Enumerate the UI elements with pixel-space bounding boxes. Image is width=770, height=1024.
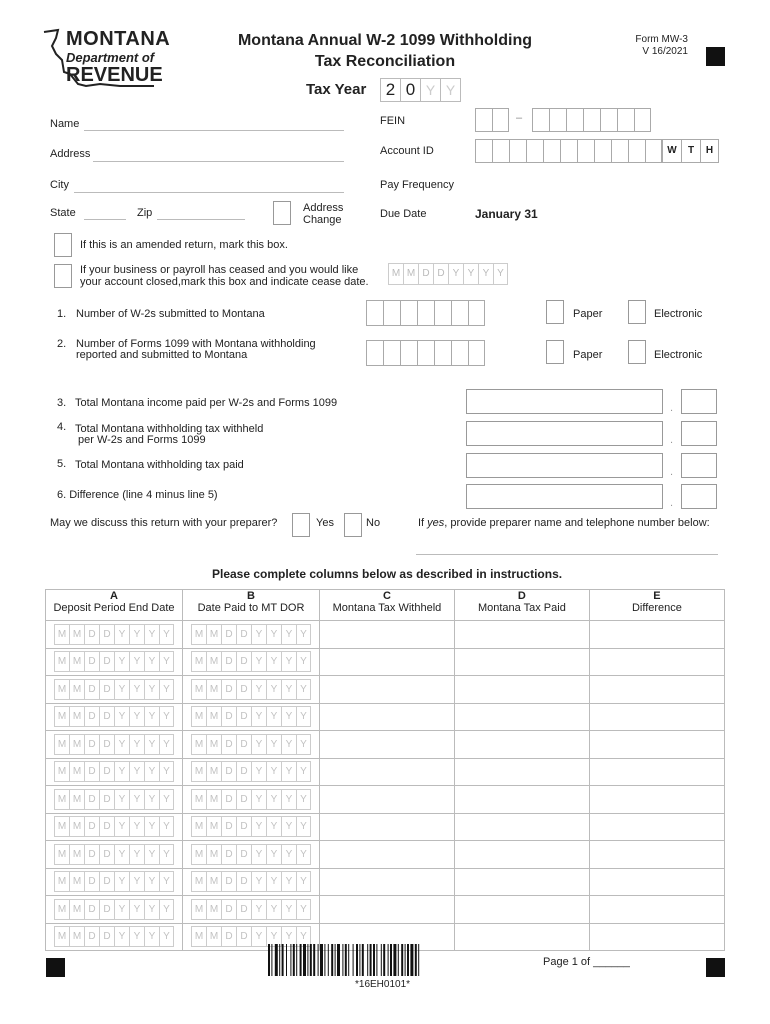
- deposit-period-end-date-input[interactable]: M M D D Y Y Y Y: [46, 648, 183, 676]
- barcode-text: *16EH0101*: [355, 979, 411, 990]
- difference-input[interactable]: [589, 868, 724, 896]
- deposit-period-end-date-input[interactable]: M M D D Y Y Y Y: [46, 841, 183, 869]
- barcode-bar: [324, 944, 325, 976]
- logo-revenue: REVENUE: [66, 64, 163, 86]
- tax-withheld-input[interactable]: [320, 813, 455, 841]
- line3-cents-input[interactable]: [681, 389, 717, 414]
- name-input[interactable]: [84, 130, 344, 131]
- table-row: [46, 868, 725, 896]
- name-label: Name: [50, 118, 80, 130]
- line3-dollars-input[interactable]: [466, 389, 663, 414]
- line5-cents-input[interactable]: [681, 453, 717, 478]
- deposit-period-end-date-input[interactable]: M M D D Y Y Y Y: [46, 758, 183, 786]
- line2-electronic-checkbox[interactable]: [628, 340, 646, 364]
- barcode-bar: [296, 944, 297, 976]
- zip-input[interactable]: [157, 219, 245, 220]
- barcode: [268, 944, 490, 976]
- barcode-bar: [367, 944, 368, 976]
- col-b-header: B Date Paid to MT DOR: [183, 590, 320, 621]
- barcode-bar: [320, 944, 323, 976]
- tax-paid-input[interactable]: [454, 868, 589, 896]
- corner-marker-bottom-right: [706, 958, 725, 977]
- amended-text: If this is an amended return, mark this box.: [80, 239, 288, 251]
- date-paid-input[interactable]: M M D D Y Y Y Y: [183, 758, 320, 786]
- barcode-bar: [279, 944, 280, 976]
- line3-decimal: .: [670, 402, 674, 414]
- tax-year-placeholder: Y: [420, 78, 440, 102]
- tax-paid-input[interactable]: [454, 703, 589, 731]
- barcode-bar: [313, 944, 315, 976]
- deposit-period-end-date-input[interactable]: M M D D Y Y Y Y: [46, 868, 183, 896]
- barcode-bar: [390, 944, 392, 976]
- barcode-bar: [398, 944, 399, 976]
- line5-text: Total Montana withholding tax paid: [75, 459, 244, 471]
- tax-withheld-input[interactable]: [320, 676, 455, 704]
- ceased-text-line1: If your business or payroll has ceased and you would like: [80, 264, 359, 276]
- difference-input[interactable]: [589, 731, 724, 759]
- date-paid-input[interactable]: M M D D Y Y Y Y: [183, 676, 320, 704]
- barcode-bar: [405, 944, 406, 976]
- tax-paid-input[interactable]: [454, 731, 589, 759]
- barcode-bar: [370, 944, 372, 976]
- table-header-row: [46, 590, 725, 621]
- line1-paper-checkbox[interactable]: [546, 300, 564, 324]
- barcode-bar: [393, 944, 396, 976]
- tax-withheld-input[interactable]: [320, 621, 455, 649]
- line4-cents-input[interactable]: [681, 421, 717, 446]
- table-row: [46, 786, 725, 814]
- line2-electronic-label: Electronic: [654, 349, 703, 361]
- line4-text-line2: per W-2s and Forms 1099: [78, 434, 206, 446]
- tax-withheld-input[interactable]: [320, 758, 455, 786]
- tax-withheld-input[interactable]: [320, 731, 455, 759]
- zip-label: Zip: [137, 207, 153, 219]
- state-input[interactable]: [84, 219, 126, 220]
- difference-input[interactable]: [589, 841, 724, 869]
- line6-text: 6. Difference (line 4 minus line 5): [57, 489, 218, 501]
- table-row: [46, 896, 725, 924]
- difference-input[interactable]: [589, 786, 724, 814]
- preparer-info-input[interactable]: [416, 554, 718, 555]
- barcode-bar: [353, 944, 354, 976]
- tax-withheld-input[interactable]: [320, 841, 455, 869]
- difference-input[interactable]: [589, 621, 724, 649]
- logo-department: Department of: [66, 50, 155, 65]
- address-change-checkbox[interactable]: [273, 201, 291, 225]
- difference-input[interactable]: [589, 923, 724, 951]
- line6-decimal: .: [670, 497, 674, 509]
- barcode-bar: [275, 944, 278, 976]
- deposit-period-end-date-input[interactable]: M M D D Y Y Y Y: [46, 731, 183, 759]
- date-paid-input[interactable]: M M D D Y Y Y Y: [183, 621, 320, 649]
- tax-paid-input[interactable]: [454, 621, 589, 649]
- col-e-header: E Difference: [589, 590, 724, 621]
- deposit-period-end-date-input[interactable]: M M D D Y Y Y Y: [46, 896, 183, 924]
- preparer-no-checkbox[interactable]: [344, 513, 362, 537]
- line1-paper-label: Paper: [573, 308, 603, 320]
- address-label: Address: [50, 148, 91, 160]
- table-instruction: Please complete columns below as described in instructions.: [212, 567, 563, 581]
- deposit-period-end-date-input[interactable]: M M D D Y Y Y Y: [46, 676, 183, 704]
- deposit-period-end-date-input[interactable]: M M D D Y Y Y Y: [46, 703, 183, 731]
- barcode-bar: [293, 944, 295, 976]
- barcode-bar: [290, 944, 291, 976]
- barcode-bar: [342, 944, 343, 976]
- line1-text: Number of W-2s submitted to Montana: [76, 308, 265, 320]
- ceased-text-line2: your account closed,mark this box and indicate cease date.: [80, 276, 369, 288]
- table-row: [46, 758, 725, 786]
- barcode-bar: [348, 944, 349, 976]
- amended-checkbox[interactable]: [54, 233, 72, 257]
- barcode-bar: [345, 944, 347, 976]
- date-paid-input[interactable]: M M D D Y Y Y Y: [183, 731, 320, 759]
- table-row: [46, 648, 725, 676]
- account-id-label: Account ID: [380, 145, 434, 157]
- logo-montana: MONTANA: [66, 28, 171, 50]
- line4-num: 4.: [57, 421, 67, 433]
- barcode-bar: [362, 944, 364, 976]
- form-title-line1: Montana Annual W-2 1099 Withholding: [237, 32, 533, 49]
- line1-num: 1.: [57, 308, 67, 320]
- page-number: Page 1 of ______: [543, 956, 630, 968]
- due-date-value: January 31: [475, 207, 538, 221]
- barcode-bar: [407, 944, 409, 976]
- tax-paid-input[interactable]: [454, 676, 589, 704]
- tax-paid-input[interactable]: [454, 648, 589, 676]
- form-title-line2: Tax Reconciliation: [314, 53, 456, 70]
- tax-year-label: Tax Year: [306, 81, 367, 98]
- line5-decimal: .: [670, 466, 674, 478]
- address-input[interactable]: [93, 161, 344, 162]
- tax-year-placeholder: Y: [440, 78, 461, 102]
- line4-dollars-input[interactable]: [466, 421, 663, 446]
- deposit-table: [45, 589, 725, 951]
- line5-num: 5.: [57, 458, 67, 470]
- line4-text-line1: Total Montana withholding tax withheld: [75, 423, 264, 435]
- barcode-bar: [356, 944, 358, 976]
- form-id: [618, 34, 688, 58]
- barcode-bar: [415, 944, 417, 976]
- date-paid-input[interactable]: M M D D Y Y Y Y: [183, 868, 320, 896]
- deposit-period-end-date-input[interactable]: M M D D Y Y Y Y: [46, 813, 183, 841]
- date-paid-input[interactable]: M M D D Y Y Y Y: [183, 813, 320, 841]
- account-id-input[interactable]: [475, 139, 662, 163]
- date-paid-input[interactable]: M M D D Y Y Y Y: [183, 786, 320, 814]
- account-suffix-char: T: [681, 139, 700, 163]
- tax-paid-input[interactable]: [454, 813, 589, 841]
- tax-paid-input[interactable]: [454, 841, 589, 869]
- col-c-header: C Montana Tax Withheld: [320, 590, 455, 621]
- line3-num: 3.: [57, 397, 67, 409]
- barcode-bar: [286, 944, 287, 976]
- barcode-bar: [268, 944, 270, 976]
- form-version-text: V 16/2021: [642, 46, 688, 57]
- date-paid-input[interactable]: M M D D Y Y Y Y: [183, 841, 320, 869]
- table-row: [46, 813, 725, 841]
- line3-text: Total Montana income paid per W-2s and Forms 1099: [75, 397, 338, 409]
- fein-dash: –: [516, 112, 523, 124]
- fein-input-suffix[interactable]: [532, 108, 651, 132]
- fein-input-prefix[interactable]: [475, 108, 509, 132]
- date-paid-input[interactable]: M M D D Y Y Y Y: [183, 703, 320, 731]
- barcode-bar: [383, 944, 385, 976]
- line6-dollars-input[interactable]: [466, 484, 663, 509]
- account-suffix-char: W: [662, 139, 681, 163]
- difference-input[interactable]: [589, 896, 724, 924]
- preparer-instruction: If yes, provide preparer name and telephone number below:: [418, 517, 710, 529]
- table-row: [46, 676, 725, 704]
- deposit-period-end-date-input[interactable]: M M D D Y Y Y Y: [46, 621, 183, 649]
- deposit-period-end-date-input[interactable]: M M D D Y Y Y Y: [46, 786, 183, 814]
- cease-date-input[interactable]: M M D D Y Y Y Y: [388, 263, 508, 285]
- date-paid-input[interactable]: M M D D Y Y Y Y: [183, 648, 320, 676]
- barcode-bar: [300, 944, 302, 976]
- barcode-bar: [303, 944, 306, 976]
- preparer-no-label: No: [366, 517, 381, 529]
- fein-label: FEIN: [380, 115, 406, 127]
- barcode-bar: [418, 944, 419, 976]
- barcode-bar: [310, 944, 312, 976]
- tax-withheld-input[interactable]: [320, 868, 455, 896]
- preparer-yes-checkbox[interactable]: [292, 513, 310, 537]
- ceased-checkbox[interactable]: [54, 264, 72, 288]
- account-suffix: [662, 139, 719, 163]
- difference-input[interactable]: [589, 758, 724, 786]
- pay-frequency-label: Pay Frequency: [380, 179, 454, 191]
- tax-paid-input[interactable]: [454, 786, 589, 814]
- line1-input[interactable]: [366, 300, 485, 326]
- table-row: [46, 703, 725, 731]
- tax-year-digit: 0: [400, 78, 420, 102]
- city-label: City: [50, 179, 69, 191]
- barcode-bar: [328, 944, 329, 976]
- deposit-period-end-date-input[interactable]: M M D D Y Y Y Y: [46, 923, 183, 951]
- line5-dollars-input[interactable]: [466, 453, 663, 478]
- barcode-bar: [401, 944, 403, 976]
- tax-paid-input[interactable]: [454, 758, 589, 786]
- line2-paper-label: Paper: [573, 349, 603, 361]
- barcode-bar: [388, 944, 389, 976]
- barcode-bar: [318, 944, 319, 976]
- tax-year-field[interactable]: [380, 78, 461, 102]
- table-row: [46, 621, 725, 649]
- line2-num: 2.: [57, 338, 67, 350]
- form-id-text: Form MW-3: [635, 34, 688, 45]
- due-date-label: Due Date: [380, 208, 427, 220]
- account-suffix-char: H: [700, 139, 719, 163]
- tax-withheld-input[interactable]: [320, 648, 455, 676]
- col-a-header: A Deposit Period End Date: [46, 590, 183, 621]
- state-label: State: [50, 207, 76, 219]
- tax-withheld-input[interactable]: [320, 896, 455, 924]
- table-row: [46, 731, 725, 759]
- barcode-bar: [331, 944, 333, 976]
- city-input[interactable]: [74, 192, 344, 193]
- mdor-logo: [40, 28, 171, 100]
- corner-marker-top-right: [706, 47, 725, 66]
- tax-paid-input[interactable]: [454, 896, 589, 924]
- line2-text-line2: reported and submitted to Montana: [76, 349, 248, 361]
- barcode-bar: [359, 944, 360, 976]
- barcode-bar: [337, 944, 340, 976]
- line2-paper-checkbox[interactable]: [546, 340, 564, 364]
- barcode-bar: [410, 944, 413, 976]
- date-paid-input[interactable]: M M D D Y Y Y Y: [183, 896, 320, 924]
- form-title: [200, 30, 570, 72]
- barcode-bar: [282, 944, 284, 976]
- barcode-bar: [307, 944, 308, 976]
- barcode-bar: [271, 944, 272, 976]
- preparer-yes-label: Yes: [316, 517, 334, 529]
- line2-input[interactable]: [366, 340, 485, 366]
- corner-marker-bottom-left: [46, 958, 65, 977]
- tax-withheld-input[interactable]: [320, 703, 455, 731]
- difference-input[interactable]: [589, 648, 724, 676]
- tax-withheld-input[interactable]: [320, 786, 455, 814]
- line1-electronic-label: Electronic: [654, 308, 703, 320]
- barcode-bar: [376, 944, 377, 976]
- tax-year-digit: 2: [380, 78, 400, 102]
- line2-text-line1: Number of Forms 1099 with Montana withholding: [76, 338, 316, 350]
- difference-input[interactable]: [589, 813, 724, 841]
- date-paid-input[interactable]: M M D D Y Y Y Y: [183, 923, 320, 951]
- preparer-question: May we discuss this return with your preparer?: [50, 517, 278, 529]
- barcode-bar: [381, 944, 382, 976]
- table-row: [46, 841, 725, 869]
- difference-input[interactable]: [589, 676, 724, 704]
- difference-input[interactable]: [589, 703, 724, 731]
- col-d-header: D Montana Tax Paid: [454, 590, 589, 621]
- line1-electronic-checkbox[interactable]: [628, 300, 646, 324]
- line6-cents-input[interactable]: [681, 484, 717, 509]
- address-change-label: Address Change: [303, 202, 344, 226]
- barcode-bar: [373, 944, 375, 976]
- barcode-bar: [335, 944, 336, 976]
- line4-decimal: .: [670, 434, 674, 446]
